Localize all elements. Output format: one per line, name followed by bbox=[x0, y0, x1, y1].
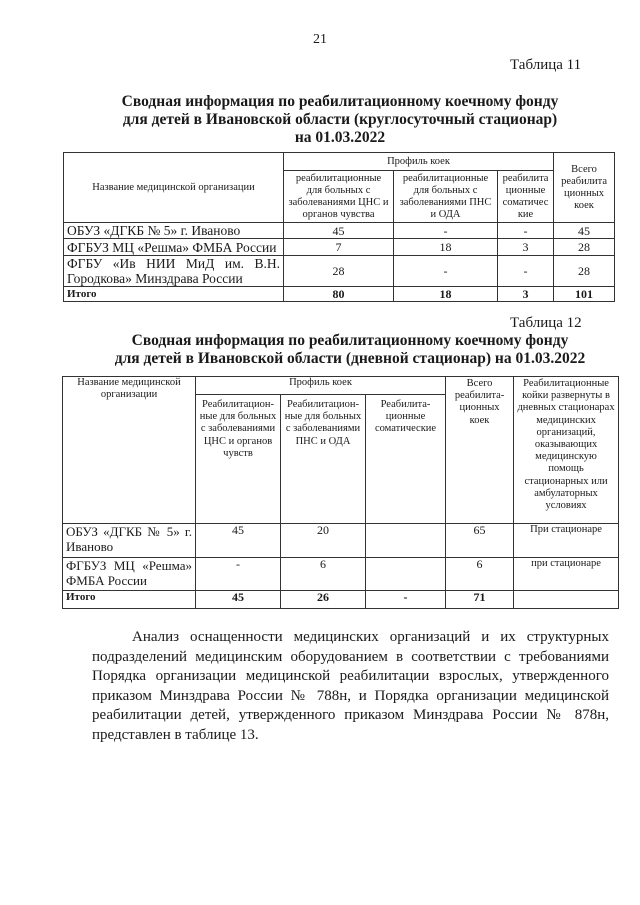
table12-title-line: для детей в Ивановской области (дневной стационар) на 01.03.2022 bbox=[114, 350, 586, 367]
pns-value: 18 bbox=[394, 239, 498, 256]
somatic-value: - bbox=[498, 256, 554, 287]
totals-row bbox=[63, 591, 619, 609]
table12-label: Таблица 12 bbox=[510, 315, 582, 331]
org-name: ОБУЗ «ДГКБ № 5» г. Иваново bbox=[63, 524, 196, 558]
table11-title-line: для детей в Ивановской области (круглосуточный стационар) bbox=[122, 111, 558, 128]
header-profile: Профиль коек bbox=[196, 377, 446, 395]
totals-label: Итого bbox=[64, 287, 284, 302]
table11 bbox=[63, 152, 615, 302]
header-somatic: Реабилита-ционные соматические bbox=[366, 395, 446, 524]
table12-title-line: Сводная информация по реабилитационному коечному фонду bbox=[131, 332, 569, 349]
header-profile: Профиль коек bbox=[284, 153, 554, 171]
pns-value: - bbox=[394, 223, 498, 239]
table11-title-line: Сводная информация по реабилитационному коечному фонду bbox=[121, 93, 559, 110]
table-row bbox=[63, 558, 619, 591]
header-total: Всего реабилита-ционных коек bbox=[446, 377, 514, 524]
page-number: 21 bbox=[313, 32, 327, 47]
totals-label: Итого bbox=[63, 591, 196, 609]
deployed-total bbox=[514, 591, 619, 609]
cns-total: 45 bbox=[196, 591, 281, 609]
grand-total: 71 bbox=[446, 591, 514, 609]
org-name: ФГБУЗ МЦ «Решма» ФМБА России bbox=[63, 558, 196, 591]
cns-value: - bbox=[196, 558, 281, 591]
header-pns: реабилитационные для больных с заболеваниями ПНС и ОДА bbox=[394, 171, 498, 223]
total-value: 65 bbox=[446, 524, 514, 558]
grand-total: 101 bbox=[554, 287, 615, 302]
total-value: 6 bbox=[446, 558, 514, 591]
deployed-value: при стационаре bbox=[514, 558, 619, 591]
somatic-value bbox=[366, 558, 446, 591]
header-org-name: Название медицинской организации bbox=[63, 377, 196, 524]
org-name: ОБУЗ «ДГКБ № 5» г. Иваново bbox=[64, 223, 284, 239]
table-row bbox=[63, 524, 619, 558]
table11-title bbox=[0, 93, 640, 147]
pns-value: 20 bbox=[281, 524, 366, 558]
table12-title bbox=[0, 332, 640, 368]
pns-total: 26 bbox=[281, 591, 366, 609]
pns-value: - bbox=[394, 256, 498, 287]
header-somatic: реабилита ционные соматичес кие bbox=[498, 171, 554, 223]
header-org-name: Название медицинской организации bbox=[64, 153, 284, 223]
cns-total: 80 bbox=[284, 287, 394, 302]
cns-value: 28 bbox=[284, 256, 394, 287]
total-value: 28 bbox=[554, 239, 615, 256]
somatic-value bbox=[366, 524, 446, 558]
analysis-text: Анализ оснащенности медицинских организаций и их структурных подразделений медицинским оборудованием в соответствии с требованиями Порядка организации медицинской реабилитации взрослых, утвержденного приказом Минздрава России № 788н, и Порядка организации медицинской реабилитации детей, утвержденного приказом Минздрава России № 878н, представлен в таблице 13. bbox=[92, 629, 609, 743]
somatic-value: 3 bbox=[498, 239, 554, 256]
table12 bbox=[62, 376, 619, 609]
table11-label: Таблица 11 bbox=[510, 57, 582, 73]
header-cns: Реабилитацион-ные для больных с заболеваниями ЦНС и органов чувств bbox=[196, 395, 281, 524]
table-row bbox=[64, 256, 615, 287]
header-total: Всего реабилита ционных коек bbox=[554, 153, 615, 223]
header-pns: Реабилитацион-ные для больных с заболеваниями ПНС и ОДА bbox=[281, 395, 366, 524]
org-name: ФГБУ «Ив НИИ МиД им. В.Н. Городкова» Минздрава России bbox=[64, 256, 284, 287]
somatic-total: 3 bbox=[498, 287, 554, 302]
totals-row bbox=[64, 287, 615, 302]
cns-value: 7 bbox=[284, 239, 394, 256]
somatic-total: - bbox=[366, 591, 446, 609]
header-cns: реабилитационные для больных с заболеваниями ЦНС и органов чувства bbox=[284, 171, 394, 223]
total-value: 45 bbox=[554, 223, 615, 239]
table11-title-line: на 01.03.2022 bbox=[294, 129, 386, 146]
header-deployed: Реабилитационные койки развернуты в дневных стационарах медицинских организаций, оказывающих медицинскую помощь стационарных или амбулаторных условиях bbox=[514, 377, 619, 524]
pns-value: 6 bbox=[281, 558, 366, 591]
somatic-value: - bbox=[498, 223, 554, 239]
total-value: 28 bbox=[554, 256, 615, 287]
org-name: ФГБУЗ МЦ «Решма» ФМБА России bbox=[64, 239, 284, 256]
cns-value: 45 bbox=[196, 524, 281, 558]
pns-total: 18 bbox=[394, 287, 498, 302]
analysis-paragraph bbox=[92, 628, 609, 745]
deployed-value: При стационаре bbox=[514, 524, 619, 558]
cns-value: 45 bbox=[284, 223, 394, 239]
table-row bbox=[64, 239, 615, 256]
table-row bbox=[64, 223, 615, 239]
